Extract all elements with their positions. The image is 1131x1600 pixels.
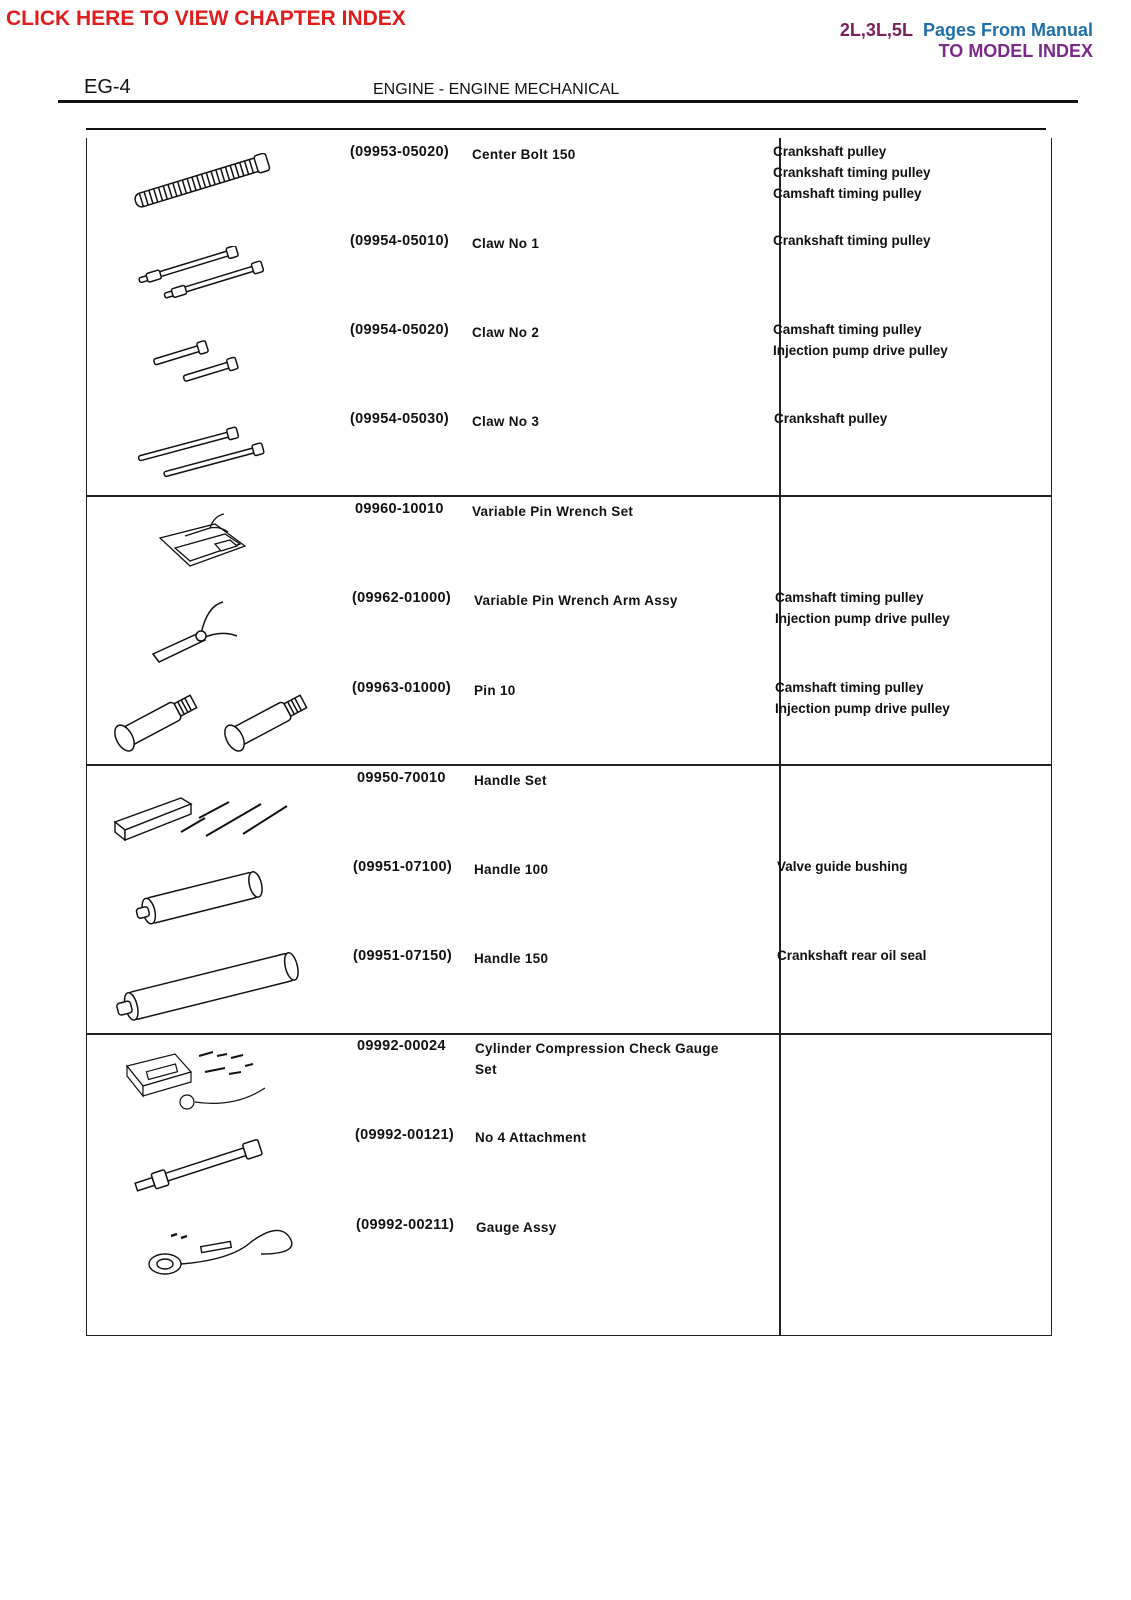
sst-table <box>86 138 1052 1336</box>
use-item: Injection pump drive pulley <box>775 701 950 716</box>
chapter-index-link[interactable]: CLICK HERE TO VIEW CHAPTER INDEX <box>6 7 406 30</box>
tool-name: Cylinder Compression Check Gauge <box>475 1041 719 1056</box>
gauge-set-illustration <box>125 1046 275 1116</box>
group-divider <box>87 1033 1051 1035</box>
tool-name: Variable Pin Wrench Set <box>472 504 634 519</box>
tool-name: Handle Set <box>474 773 547 788</box>
tool-uses <box>775 587 950 629</box>
pages-from-manual-link[interactable]: Pages From Manual <box>922 20 1093 40</box>
tool-name-line2: Set <box>475 1062 497 1077</box>
use-item: Valve guide bushing <box>777 859 908 874</box>
part-number: (09992-00211) <box>356 1217 455 1233</box>
tool-name: Claw No 3 <box>472 414 540 429</box>
part-number: (09953-05020) <box>350 144 450 160</box>
group-divider <box>87 495 1051 497</box>
tool-name: Gauge Assy <box>476 1220 557 1235</box>
claw-illustration <box>135 426 270 481</box>
tool-uses <box>773 141 931 204</box>
handle-150-illustration <box>105 950 305 1025</box>
wrench-set-illustration <box>155 506 250 576</box>
part-number: (09963-01000) <box>352 680 452 696</box>
part-number: (09954-05030) <box>350 411 450 427</box>
section-title: ENGINE - ENGINE MECHANICAL <box>373 81 620 98</box>
center-bolt-illustration <box>125 153 275 213</box>
model-index-link[interactable]: TO MODEL INDEX <box>938 41 1093 61</box>
claw-illustration <box>135 246 270 301</box>
use-item: Crankshaft pulley <box>774 411 888 426</box>
tool-name: Claw No 1 <box>472 236 540 251</box>
tool-uses <box>777 856 908 877</box>
use-item: Injection pump drive pulley <box>775 611 950 626</box>
tool-name: Handle 100 <box>474 862 549 877</box>
tool-name: Variable Pin Wrench Arm Assy <box>474 593 678 608</box>
use-item: Camshaft timing pulley <box>775 680 924 695</box>
tool-uses <box>773 230 931 251</box>
use-item: Crankshaft rear oil seal <box>777 948 927 963</box>
models-label: 2L,3L,5L <box>839 20 913 40</box>
tool-uses <box>773 319 948 361</box>
tool-name: Claw No 2 <box>472 325 540 340</box>
use-item: Crankshaft pulley <box>773 144 887 159</box>
part-number: 09960-10010 <box>355 501 444 517</box>
handle-100-illustration <box>127 868 272 928</box>
part-number: (09992-00121) <box>355 1127 455 1143</box>
header-rule <box>58 100 1078 103</box>
tool-name: Pin 10 <box>474 683 516 698</box>
tool-uses <box>777 945 926 966</box>
use-item: Crankshaft timing pulley <box>773 165 931 180</box>
tool-uses <box>774 408 887 429</box>
tool-name: Center Bolt 150 <box>472 147 576 162</box>
part-number: (09951-07150) <box>353 948 453 964</box>
part-number: (09962-01000) <box>352 590 452 606</box>
table-top-rule <box>86 128 1046 130</box>
part-number: (09954-05020) <box>350 322 450 338</box>
tool-uses <box>775 677 950 719</box>
tool-name: Handle 150 <box>474 951 549 966</box>
column-divider <box>779 138 781 1335</box>
part-number: 09950-70010 <box>357 770 446 786</box>
use-item: Injection pump drive pulley <box>773 343 948 358</box>
handle-set-illustration <box>111 788 301 848</box>
group-divider <box>87 764 1051 766</box>
page-code: EG-4 <box>84 76 131 98</box>
attachment-illustration <box>131 1136 271 1196</box>
header-right <box>840 20 1093 62</box>
tool-name: No 4 Attachment <box>475 1130 587 1145</box>
wrench-arm-illustration <box>151 594 251 669</box>
part-number: 09992-00024 <box>357 1038 446 1054</box>
use-item: Camshaft timing pulley <box>775 590 924 605</box>
part-number: (09951-07100) <box>353 859 453 875</box>
use-item: Crankshaft timing pulley <box>773 233 931 248</box>
claw-short-illustration <box>151 340 251 390</box>
pins-illustration <box>101 684 321 759</box>
use-item: Camshaft timing pulley <box>773 186 922 201</box>
gauge-assy-illustration <box>141 1220 301 1282</box>
part-number: (09954-05010) <box>350 233 450 249</box>
use-item: Camshaft timing pulley <box>773 322 922 337</box>
